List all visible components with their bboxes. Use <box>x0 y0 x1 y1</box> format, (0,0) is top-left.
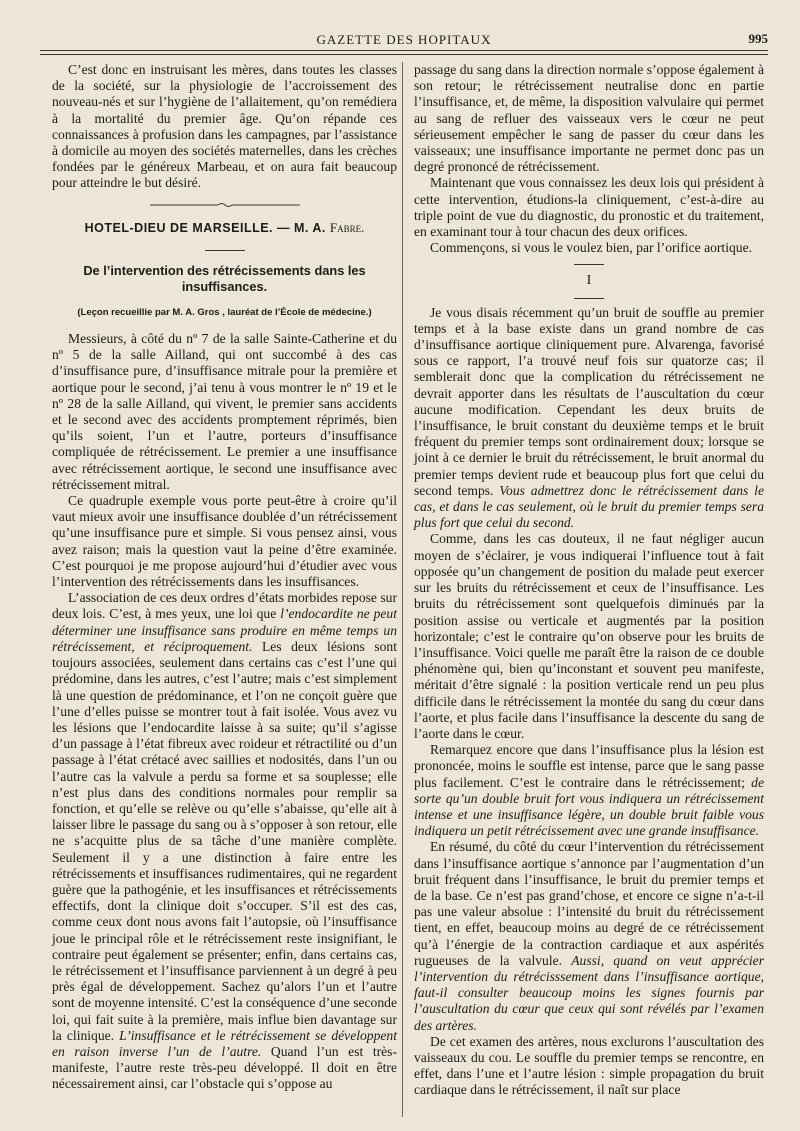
body-paragraph: passage du sang dans la direction normale s’oppose également à son retour; le rétrécissement neutralise donc en partie l’insuffisance, et, de même, la disposition valvulaire qui permet au sang de refluer des vaisseaux vers le cœur ne peut sérieusement empêcher le sang de passer du cœur dans les vaisseaux; une insuffisance importante ne permet donc pas un degré prononcé de rétrécissement. <box>414 62 764 175</box>
subsection-numeral: I <box>586 273 592 289</box>
body-paragraph <box>414 742 764 839</box>
text-run: Je vous disais récemment qu’un bruit de souffle au premier temps et à la base existe dans un grand nombre de cas d’insuffisance aortique cliniquement pure. Alvarenga, favorisé sous ce rapport, l’a trouvé neuf fois sur quatorze cas; il semblerait donc que la complication du rétrécissement ne devrait apporter dans les résultats de l’auscultation du cœur aucune modification. Cependant les deux bruits de l’insuffisance, le bruit constant du deuxième temps et le bruit fréquent du premier temps sont ordinairement doux; lorsque se joint à ce dernier le bruit du rétrécissement, le bruit anormal du premier temps devient rude et beaucoup plus fort que celui du second temps. <box>414 304 764 498</box>
header-rule-top <box>40 50 768 51</box>
body-paragraph <box>52 590 397 1092</box>
body-paragraph: Commençons, si vous le voulez bien, par l’orifice aortique. <box>430 240 753 256</box>
short-divider <box>205 250 245 251</box>
page-header <box>40 28 768 52</box>
body-paragraph <box>414 839 764 1033</box>
text-run: Les deux lésions sont toujours associées, seulement dans certains cas c’est l’une qui prédomine, dans les autres, c’est l’autre; mais c’est simplement là une question de prédominance, et l’on ne conçoit guère que l’une d’elles puisse se montrer tout à fait isolée. Vous avez vu les lésions que l’endocardite laisse à sa suite; qu’il s’agisse d’un passage à l’état fibreux avec roideur et rétractilité ou d’un passage à l’état crétacé avec saillies et nodosités, dans l’un ou l’autre cas la valvule a perdu sa forme et sa souplesse; elle n’est plus dans des conditions normales pour remplir sa fonction, et qu’elle se relève ou qu’elle s’abaisse, qu’elle ait à laisser libre le passage du sang ou à s’opposer à son retour, elle ne s’acquitte plus de sa tâche d’une manière complète. Seulement il y a une distinction à faire entre les rétrécissements et insuffisances rudimentaires, qui ne regardent guère que la pathogénie, et les insuffisances et rétrécissements effectifs, dont la clinique doit s’occuper. S’il est des cas, comme ceux dont nous avons fait l’autopsie, où l’insuffisance joue le principal rôle et le rétrécissement reste insignifiant, le contraire peut également se présenter; enfin, dans certains cas, le rétrécissement et l’insuffisance parviennent à un degré à peu près égal de développement. Sachez qu’alors l’un et l’autre sont de moyenne intensité. C’est la conséquence d’une seconde loi, qui fait suite à la première, mais influe bien davantage sur la clinique. <box>52 638 397 1043</box>
text-run: En résumé, du côté du cœur l’intervention du rétrécissement dans l’insuffisance aortique s’annonce par l’augmentation d’un bruit fréquent dans l’insuffisance, le bruit du premier temps et de la base. Ce n’est pas grand’chose, et encore ce signe n’a-t-il pas une valeur absolue : l’intensité du bruit du rétrécissement tient, en effet, beaucoup moins au degré de ce rétrécissement qu’à l’énergie de la contraction cardiaque et aux aspérités rugueuses de la valvule. <box>414 839 764 968</box>
emphasis-run: L’insuffisance et le rétrécissement se développent en raison inverse l’un de l’autre. <box>52 1027 398 1059</box>
text-run: Remarquez encore que dans l’insuffisance plus la lésion est prononcée, moins le souffle est intense, parce que le sang passe plus facilement. C’est le contraire dans le rétrécissement; <box>414 742 764 790</box>
lecture-credit: (Leçon recueillie par M. A. Gros , lauréat de l’École de médecine.) <box>77 306 372 318</box>
right-column <box>414 62 764 1099</box>
section-ornament-divider <box>150 202 300 208</box>
short-divider <box>574 264 604 265</box>
journal-title: GAZETTE DES HOPITAUX <box>316 32 492 47</box>
section-heading-title: HOTEL-DIEU DE MARSEILLE. — M. A. <box>84 220 326 235</box>
intro-paragraph: C’est donc en instruisant les mères, dans toutes les classes de la société, sur la physiologie de l’accroissement des nouveau-nés et sur l’hygiène de l’allaitement, qu’on remédiera à la mortalité du premier âge. Qu’on répande ces connaissances à profusion dans les campagnes, par l’assistance à domicile au moyen des sociétés maternelles, dans les crèches fondées par le généreux Marbeau, et on aura fait beaucoup pour atteindre le but désiré. <box>52 62 397 191</box>
header-rule-bottom <box>40 54 768 55</box>
lecture-title: De l’intervention des rétrécissements dans les insuffisances. <box>83 262 366 294</box>
short-divider <box>574 298 604 299</box>
emphasis-run: Aussi, quand on veut apprécier l’intervention du rétrécisssement dans l’insuffisance aortique, faut-il consulter beaucoup moins les signes fournis par l’auscultation du cœur que ceux qui sont révélés par l’examen des artères. <box>414 952 764 1033</box>
section-heading <box>52 220 397 236</box>
text-run: Quand l’un est très-manifeste, l’autre reste très-peu développé. Il doit en être nécessairement ainsi, car l’obstacle qui s’oppose au <box>52 1043 397 1092</box>
left-column <box>52 62 397 1093</box>
emphasis-run: de sorte qu’un double bruit fort vous indiquera un rétrécissement intense et une insuffisance légère, un double bruit faible vous indiquera un petit rétrécissement avec une grande insuffisance. <box>414 774 764 839</box>
body-paragraph: Ce quadruple exemple vous porte peut-être à croire qu’il vaut mieux avoir une insuffisance doublée d’un rétrécissement qu’une insuffisance pure et simple. Si vous pensez ainsi, vous avez raison; mais la question vaut la peine d’être examinée. C’est pourquoi je me propose aujourd’hui d’étudier avec vous l’intervention des rétrécissements dans les insuffisances. <box>52 493 397 590</box>
body-paragraph: Maintenant que vous connaissez les deux lois qui président à cette intervention, étudions-la cliniquement, c’est-à-dire au triple point de vue du diagnostic, du pronostic et du traitement, en examinant tour à tour chacun des deux orifices. <box>414 175 764 240</box>
body-paragraph: De cet examen des artères, nous exclurons l’auscultation des vaisseaux du cou. Le souffle du premier temps se rencontre, en effet, dans l’une et l’autre lésion : simple propagation du bruit cardiaque dans le rétrécissement, il naît sur place <box>414 1033 764 1098</box>
emphasis-run: Vous admettrez donc le rétrécissement dans le cas, et dans le cas seulement, où le bruit du premier temps sera plus fort que celui du second. <box>414 482 764 531</box>
body-paragraph: Comme, dans les cas douteux, il ne faut négliger aucun moyen de s’éclairer, je vous indiquerai l’influence tout à fait opposée qu’un changement de position du malade peut exercer sur les bruits du rétrécissement et ceux de l’insuffisance. Les bruits du rétrécissement sont quelquefois diminués par la position assise ou verticale et augmentés par la position horizontale; c’est le contraire qu’on observe pour les bruits de l’insuffisance. Voici quelle me paraît être la raison de ce double phénomène qui, bien qu’inconstant et souvent peu manifeste, méritait d’être signalé : la position verticale rend un peu plus difficile dans le rétrécissement la montée du sang du cœur dans l’aorte, et plus facile dans l’insuffisance la descente du sang de l’aorte dans le cœur. <box>414 531 764 741</box>
emphasis-run: l’endocardite ne peut déterminer une insuffisance sans produire en même temps un rétrécissement, et réciproquement. <box>52 606 397 654</box>
body-paragraph <box>414 305 764 532</box>
text-run: L’association de ces deux ordres d’états morbides repose sur deux lois. C’est, à mes yeux, une loi que <box>52 590 397 622</box>
body-paragraph: Messieurs, à côté du nº 7 de la salle Sainte-Catherine et du nº 5 de la salle Ailland, qui ont succombé à des cas d’insuffisance pure, d’insuffisance mitrale pour la première et aortique pour le second, j’ai tenu à vous montrer le nº 19 et le nº 28 de la salle Ailland, qui vivent, le premier sans accidents et le second avec des accidents promptement réprimés, bien qu’ils soient, l’un et l’autre, porteurs d’insuffisance compliquée de rétrécissement. Le premier a une insuffisance avec rétrécissement aortique, le second une insuffisance avec rétrécissement mitral. <box>52 331 397 492</box>
section-heading-author: Fabre. <box>329 219 365 235</box>
column-separator <box>402 62 403 1117</box>
page-number: 995 <box>748 31 768 46</box>
